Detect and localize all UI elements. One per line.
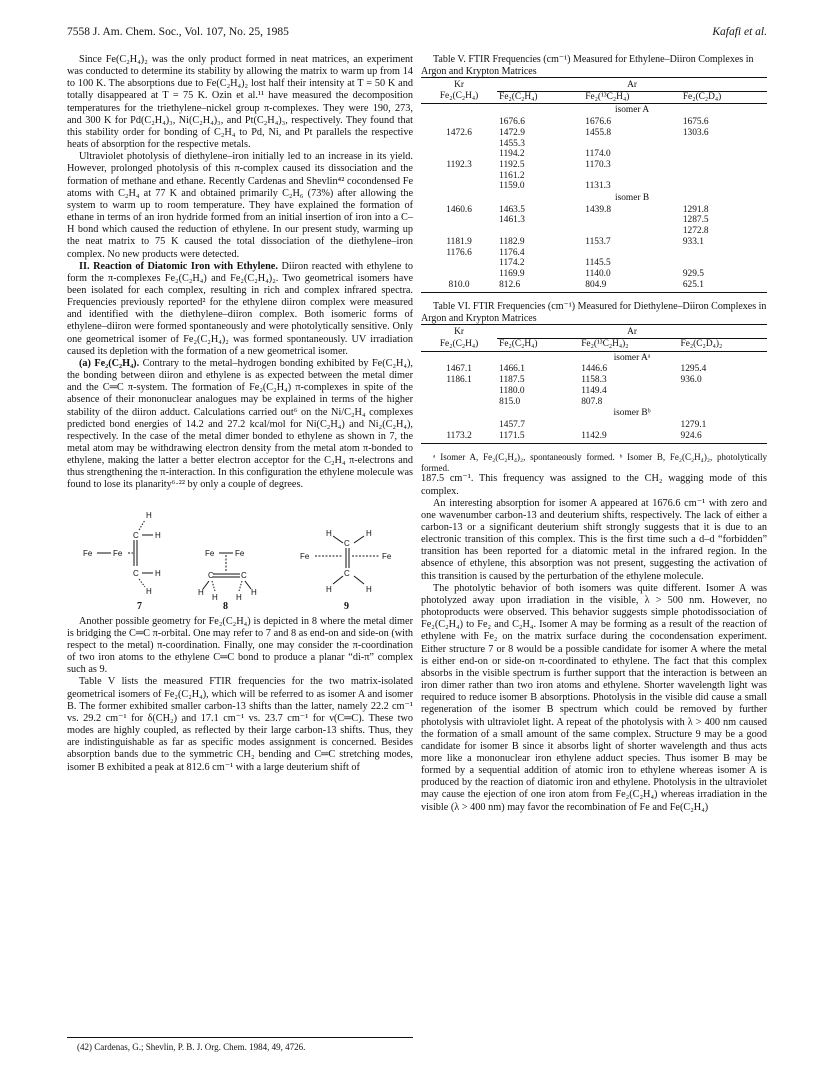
table-cell: 1181.9 <box>446 236 472 247</box>
table-cell <box>679 397 767 408</box>
table-cell <box>583 248 681 259</box>
table-cell: 1187.5 <box>499 375 525 386</box>
structure-7 <box>83 511 161 612</box>
atom-label: H <box>236 592 242 602</box>
running-authors: Kafafi et al. <box>712 26 767 38</box>
table-cell: 804.9 <box>583 280 681 293</box>
column-header: Fe₂(C₂H₄) <box>497 91 583 104</box>
structure-number: 8 <box>223 600 228 612</box>
table-cell: 1303.6 <box>682 127 709 138</box>
atom-label: H <box>366 584 372 594</box>
table-cell <box>421 386 497 397</box>
table-row <box>421 420 767 431</box>
atom-label: H <box>155 530 161 540</box>
table-cell: 1171.5 <box>497 431 579 444</box>
table-cell: 1457.7 <box>499 419 525 430</box>
table-row <box>421 171 767 182</box>
column-header: Fe₂(¹³C₂H₄) <box>583 91 681 104</box>
table-cell <box>681 149 767 160</box>
atom-label: H <box>326 528 332 538</box>
table-cell: 1460.6 <box>446 204 472 215</box>
table-cell <box>681 258 767 269</box>
atom-label: H <box>366 528 372 538</box>
table-cell: 1676.6 <box>585 117 612 128</box>
table-cell <box>421 420 497 431</box>
structure-9 <box>300 529 392 612</box>
table-cell: 1472.6 <box>446 127 472 138</box>
isomer-row <box>421 351 767 364</box>
table-cell <box>421 139 497 150</box>
paragraph: 187.5 cm⁻¹. This frequency was assigned to the CH₂ wagging mode of this complex. <box>421 473 767 497</box>
table-row <box>421 269 767 280</box>
table-cell <box>421 226 497 237</box>
atom-label: H <box>326 584 332 594</box>
table-cell: 1180.0 <box>499 385 525 396</box>
table-cell <box>679 386 767 397</box>
table-cell: 1149.4 <box>581 385 607 396</box>
table-5-caption: Table V. FTIR Frequencies (cm⁻¹) Measured for Ethylene–Diiron Complexes in Argon and Krypton Matrices <box>421 54 754 77</box>
table-cell: 1192.5 <box>499 159 525 170</box>
table-cell: 1455.8 <box>585 127 612 138</box>
structure-8 <box>198 549 257 612</box>
table-cell <box>681 181 767 192</box>
atom-label: C <box>133 530 139 540</box>
table-cell <box>421 192 497 205</box>
section-heading: II. Reaction of Diatomic Iron with Ethylene. <box>79 260 278 272</box>
table-cell: 1182.9 <box>499 236 525 247</box>
subsection-heading: (a) Fe₂(C₂H₄). <box>79 357 140 369</box>
isomer-row <box>421 192 767 205</box>
table-cell: 1145.5 <box>585 258 611 269</box>
table-cell: 812.6 <box>497 280 583 293</box>
atom-label: Fe <box>235 548 245 558</box>
reference-42: (42) Cardenas, G.; Shevlin, P. B. J. Org. Chem. 1984, 49, 4726. <box>77 1042 306 1052</box>
column-header: Fe₂(C₂H₄) <box>497 339 579 352</box>
isomer-row <box>421 407 767 420</box>
table-cell: 1131.3 <box>585 181 611 192</box>
table-cell: 807.8 <box>581 396 603 407</box>
paragraph: Ultraviolet photolysis of diethylene–iron initially led to an increase in its yield. However, prolonged photolysis of this π-complex caused its dissociation and the formation of methane and ethane. Recently Cardenas and Shevlin⁴² cocondensed Fe atoms with C₂H₄ at 77 K and obtained primarily C₂H₆ (73%) after allowing the system to warm up to room temperature. They have explained the formation of ethane in terms of an iron hydride formed from an initial insertion of iron into a C–H bond which caused the reduction of ethylene. In our present study, warming up the neat matrix to 75 K caused the total dissociation of the diethylene–iron complex. No new products were detected. <box>67 151 413 260</box>
atom-label: C <box>241 570 247 580</box>
table-cell: 1287.5 <box>682 215 709 226</box>
journal-citation: 7558 J. Am. Chem. Soc., Vol. 107, No. 25, 1985 <box>67 26 289 38</box>
table-cell <box>421 104 497 117</box>
table-row <box>421 386 767 397</box>
table-row <box>421 139 767 150</box>
table-6-body <box>421 351 767 444</box>
atom-label: H <box>146 510 152 520</box>
column-header: Fe₂(C₂H₄) <box>421 339 497 352</box>
column-header: Fe₂(¹³C₂H₄)₂ <box>579 339 678 352</box>
table-cell: 1173.2 <box>421 431 497 444</box>
atom-label: H <box>146 586 152 596</box>
table-cell: 1461.3 <box>499 215 525 226</box>
atom-label: Fe <box>113 548 123 558</box>
table-row <box>421 280 767 293</box>
structures-figure <box>67 496 413 612</box>
table-row <box>421 226 767 237</box>
atom-label: Fe <box>382 551 392 561</box>
table-row <box>421 375 767 386</box>
table-row <box>421 181 767 192</box>
kr-header: Kr <box>421 78 497 92</box>
table-cell <box>421 258 497 269</box>
table-cell: 1472.9 <box>499 127 525 138</box>
table-cell <box>681 248 767 259</box>
table-cell: 1676.6 <box>499 117 525 128</box>
table-cell: 1467.1 <box>446 364 472 375</box>
table-cell <box>681 171 767 182</box>
table-cell: 1186.1 <box>446 375 472 386</box>
table-cell: 1446.6 <box>581 364 607 375</box>
right-column <box>421 54 767 814</box>
kr-header: Kr <box>421 325 497 339</box>
table-cell: 815.0 <box>499 396 521 407</box>
table-cell <box>583 139 681 150</box>
table-cell <box>421 407 497 420</box>
atom-label: H <box>155 568 161 578</box>
table-cell: 1174.0 <box>585 149 611 160</box>
table-cell: 1140.0 <box>585 268 611 279</box>
page-header <box>67 26 767 42</box>
table-row <box>421 364 767 375</box>
structure-number: 9 <box>344 600 349 612</box>
paragraph: The photolytic behavior of both isomers was quite different. Isomer A was photolyzed away upon irradiation in the visible, λ > 500 nm. However, no photoproducts were observed. This behavior suggests simple photodissociation of Fe₂(C₂H₄) to Fe₂ and C₂H₄. Isomer A may be forming as a result of the reaction of ethylene with Fe₂ on the matrix surface during the cocondensation experiment. Either structure 7 or 8 would be a possible candidate for isomer A where the metal is either end-on or side-on π-coordinated to ethylene. The fact that this complex absorbs in the visible spectrum is further support that the interaction is between an iron dimer rather than two iron atoms and ethylene. Shorter wavelength light was required to reduce isomer B absorptions. Photolysis in the visible did cause a small regeneration of the isomer B spectrum which could be removed by further photolysis with ultraviolet light. A repeat of the photolysis with λ > 400 nm caused the formation of a small amount of the same complex. Structure 9 may be a good candidate for isomer B since it absorbs light of shorter wavelength and thus acts more like a mononuclear iron ethylene adduct species. Thus isomer B may be formed by a sequential addition of atomic iron to ethylene whereas isomer A is produced by the reaction of diatomic iron and ethylene. Photolysis in the ultraviolet may cause the ejection of one iron atom from Fe₂(C₂H₄) whereas irradiation in the visible (λ > 400 nm) may favor the recombination of Fe and Fe(C₂H₄) <box>421 582 767 813</box>
table-5-body <box>421 104 767 293</box>
table-cell: 1176.6 <box>446 247 472 258</box>
table-cell <box>421 351 497 364</box>
paragraph: Table V lists the measured FTIR frequencies for the two matrix-isolated geometrical isomers of Fe₂(C₂H₄), which will be referred to as isomer A and isomer B. The former exhibited smaller carbon-13 shifts than the latter, namely 22.2 cm⁻¹ vs. 29.2 cm⁻¹ for δ(CH₂) and 17.1 cm⁻¹ vs. 23.7 cm⁻¹ for ν(C═C). These two modes are highly coupled, as reflected by their large carbon-13 shifts. Thus, they are indistinguishable as far as specific modes assignment is concerned. Besides absorption bands due to the symmetric CH₂ bending and C═C stretching modes, isomer B exhibited a peak at 812.6 cm⁻¹ with a large deuterium shift of <box>67 676 413 773</box>
table-cell <box>421 215 497 226</box>
table-cell <box>583 215 681 226</box>
table-cell: 933.1 <box>682 236 704 247</box>
table-cell <box>681 139 767 150</box>
table-row <box>421 248 767 259</box>
table-cell: 1192.3 <box>446 159 472 170</box>
atom-label: H <box>212 592 218 602</box>
table-cell: 1463.5 <box>499 204 525 215</box>
column-header: Fe₂(C₂D₄) <box>681 91 767 104</box>
isomer-label: isomer Aᵃ <box>613 352 651 363</box>
section-body: Diiron reacted with ethylene to form the π-complexes Fe₂(C₂H₄) and Fe₂(C₂H₄)₂. Two geometrical isomers have been isolated for each complex, resulting in rich and complex infrared spectra. Frequencies previously reported² for the ethylene diiron complex were measured and identified with the diethylene–diiron complex. Both isomeric forms of ethylene–diiron were formed spontaneously and were photolytically sensitive. Only one geometrical isomer of Fe₂(C₂H₄)₂ was formed spontaneously. UV irradiation caused its depletion with the formation of a new geometrical isomer. <box>67 260 413 357</box>
table-6-caption: Table VI. FTIR Frequencies (cm⁻¹) Measured for Diethylene–Diiron Complexes in Argon and Krypton Matrices <box>421 301 767 324</box>
isomer-label: isomer Bᵇ <box>613 408 651 419</box>
table-cell <box>681 160 767 171</box>
paragraph: Since Fe(C₂H₄)₂ was the only product formed in neat matrices, an experiment was conducted to determine its stability by allowing the matrix to warm up from 14 to 100 K. The absorptions due to Fe(C₂H₄)₂ lost half their intensity at T = 50 K and totally disappeared at T = 75 K. Ozin et al.¹¹ have measured the decomposition temperatures for the triethylene–nickel group π-complexes. They were 190, 273, and 300 K for Pd(C₂H₄)₃, Ni(C₂H₄)₃, and Pt(C₂H₄)₃, respectively. They found that this stability order for bonding of C₂H₄ to Pd, Ni, and Pt parallels the respective heats of absorption for the respective metals. <box>67 54 413 151</box>
page-footnote <box>67 1037 413 1052</box>
table-row <box>421 237 767 248</box>
table-cell: 1295.4 <box>680 364 707 375</box>
table-cell: 1142.9 <box>579 431 678 444</box>
table-cell: 810.0 <box>421 280 497 293</box>
table-cell <box>421 171 497 182</box>
atom-label: Fe <box>83 548 93 558</box>
table-cell: 1174.2 <box>499 258 525 269</box>
column-header: Fe₂(C₂H₄) <box>421 91 497 104</box>
table-cell <box>497 226 583 237</box>
structure-drawings <box>67 496 413 612</box>
table-row <box>421 215 767 226</box>
table-cell: 1158.3 <box>581 375 607 386</box>
table-row <box>421 431 767 444</box>
atom-label: Fe <box>205 548 215 558</box>
atom-label: C <box>133 568 139 578</box>
table-5 <box>421 77 767 293</box>
subsection-paragraph <box>67 358 413 492</box>
table-cell <box>421 149 497 160</box>
left-column <box>67 54 413 774</box>
table-cell: 1439.8 <box>585 204 612 215</box>
structure-number: 7 <box>137 600 142 612</box>
atom-label: H <box>198 587 204 597</box>
atom-label: C <box>208 570 214 580</box>
table-cell <box>421 117 497 128</box>
isomer-row <box>421 104 767 117</box>
table-cell: 1675.6 <box>682 117 709 128</box>
table-cell <box>583 171 681 182</box>
table-cell: 1176.4 <box>499 247 525 258</box>
table-6-footnote: ᵃ Isomer A, Fe₂(C₂H₄)₂, spontaneously formed. ᵇ Isomer B, Fe₂(C₂H₄)₂, photolytically formed. <box>421 452 767 473</box>
table-cell: 1455.3 <box>499 138 525 149</box>
table-cell: 1170.3 <box>585 159 611 170</box>
table-cell: 936.0 <box>680 375 702 386</box>
ar-header: Ar <box>497 325 767 339</box>
subsection-body: Contrary to the metal–hydrogen bonding exhibited by Fe(C₂H₄), the bonding between diiron and ethylene is as expected between the metal dimer and the C═C π-system. The formation of Fe₂(C₂H₄) π-complexes in spite of the absence of their mononuclear analogues may be explained in terms of the higher stability of the diiron adduct. Calculations carried out⁶ on the Ni/C₂H₄ complexes predicted bond energies of 14.2 and 27.2 kcal/mol for Ni(C₂H₄) and Ni₂(C₂H₄), respectively. In the case of the metal dimer bonded to ethylene as shown in 7, the metal atom may be withdrawing electron density from the metal atom π-bonded to ethylene, making the latter a better electron acceptor for the C₂H₄ π-electrons and thus strengthening the π-interaction. In this configuration the ethylene molecule was found to lose its planarity⁶·²² by only a couple of degrees. <box>67 357 413 491</box>
table-row <box>421 128 767 139</box>
table-cell: 1161.2 <box>499 170 525 181</box>
atom-label: C <box>344 568 350 578</box>
table-cell: 1194.2 <box>499 149 525 160</box>
isomer-label: isomer B <box>614 193 650 204</box>
table-cell <box>579 420 678 431</box>
ar-header: Ar <box>497 78 767 92</box>
table-cell: 625.1 <box>681 280 767 293</box>
table-cell: 1153.7 <box>585 236 611 247</box>
section-paragraph <box>67 261 413 358</box>
table-cell <box>583 226 681 237</box>
table-cell: 1169.9 <box>499 268 525 279</box>
atom-label: Fe <box>300 551 310 561</box>
paragraph: Another possible geometry for Fe₂(C₂H₄) is depicted in 8 where the metal dimer is bridging the C═C π-orbital. One may refer to 7 and 8 as end-on and side-on (with respect to the metal) π-coordination. Finally, one may consider the π-coordination of two iron atoms to the ethylene C═C bond to produce a planar “di-π” complex such as 9. <box>67 615 413 676</box>
column-header: Fe₂(C₂D₄)₂ <box>679 339 767 352</box>
table-cell <box>421 397 497 408</box>
table-row <box>421 205 767 216</box>
table-cell: 1272.8 <box>682 226 709 237</box>
atom-label: C <box>344 538 350 548</box>
table-cell: 1466.1 <box>499 364 525 375</box>
table-cell: 1291.8 <box>682 204 709 215</box>
table-row <box>421 160 767 171</box>
table-row <box>421 117 767 128</box>
table-row <box>421 397 767 408</box>
table-row <box>421 258 767 269</box>
table-cell: 1159.0 <box>499 181 525 192</box>
table-cell <box>421 181 497 192</box>
atom-label: H <box>251 587 257 597</box>
table-cell: 929.5 <box>682 268 704 279</box>
table-row <box>421 149 767 160</box>
isomer-label: isomer A <box>614 105 650 116</box>
paragraph: An interesting absorption for isomer A appeared at 1676.6 cm⁻¹ with zero and one wavenumber carbon-13 and deuterium shifts, respectively. The lack of either a carbon-13 or a significant deuterium shift strongly suggests that it is due to an electronic transition of this complex. This is the first time such a d–d “forbidden” transition has been reported for a diatomic metal in the infrared region. In the absence of ethylene, this absorption was not present, suggesting the activation of this transition is caused by the perturbation of the ethylene molecule. <box>421 497 767 582</box>
table-cell: 1279.1 <box>680 419 707 430</box>
table-cell: 924.6 <box>679 431 767 444</box>
table-cell <box>421 269 497 280</box>
table-6 <box>421 324 767 444</box>
